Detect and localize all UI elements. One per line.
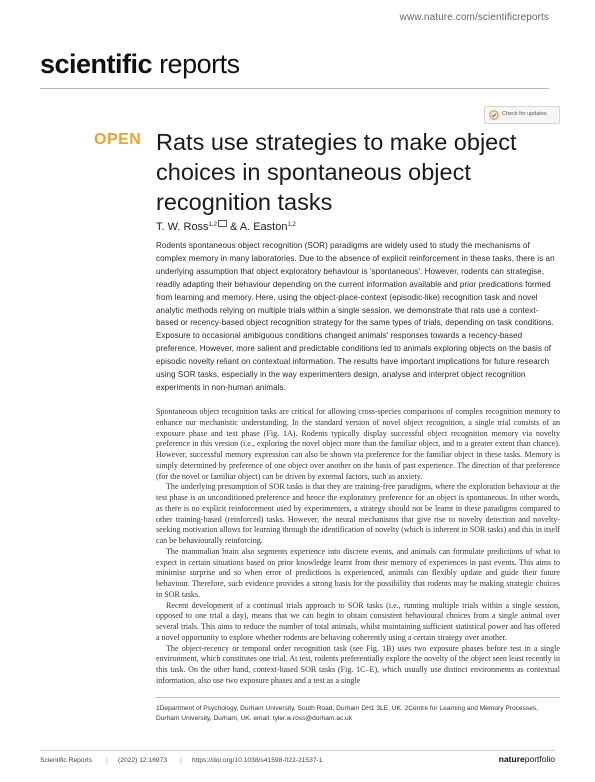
- footer-citation: (2022) 12:16973: [118, 757, 168, 764]
- publisher-logo[interactable]: [499, 754, 555, 764]
- body-paragraph: The object-recency or temporal order recognition task (see Fig. 1B) uses two exposure phases before test in a single environment, which constitutes one trial. At test, rodents preferentially explore the novelty of the object seen least recently in this task. On the other hand, context-based SOR tasks (Fig. 1C–E), which usually use distinct environments as contextual information, also use two exposure phases and a test as a single: [156, 643, 560, 685]
- affiliation-divider: [156, 697, 560, 698]
- body-paragraph: The mammalian brain also segments experience into discrete events, and animals can formulate predictions of what to expect in certain situations based on prior knowledge learnt from their memory of experiences in past events. This aims to minimise surprise and so when error of predictions is experienced, animals can flexibly update and guide their future behaviour. Therefore, such evidence provides a strong basis for the possibility that rodents may be making strategic choices in SOR tasks.: [156, 546, 560, 599]
- open-access-label: OPEN: [94, 131, 142, 148]
- check-updates-label: Check for updates: [502, 111, 547, 117]
- body-paragraph: The underlying presumption of SOR tasks is that they are training-free paradigms, where the exploration behaviour at the test phase is an unconditioned preference and hence the exploratory preference for an object is spontaneous. In other words, as there is no explicit reinforcement used by experimenters, a strategy should not be learnt in these paradigms compared to other training-based (reinforced) tasks. However, the neural mechanisms that give rise to novelty detection and novelty-seeking motivation allows for learning through the identification of novelty (which is inherent in SOR tasks) and this in itself can be behaviourally reinforcing.: [156, 482, 560, 545]
- publisher-logo-light: portfolio: [524, 754, 555, 764]
- check-updates-button[interactable]: [484, 106, 560, 124]
- author-line: [156, 221, 296, 233]
- author-easton[interactable]: & A. Easton: [229, 221, 288, 233]
- footer-journal: Scientific Reports: [40, 757, 93, 764]
- author-easton-affil: 1,2: [287, 222, 296, 228]
- author-ross[interactable]: T. W. Ross: [156, 221, 209, 233]
- publisher-logo-bold: nature: [498, 754, 525, 764]
- abstract: Rodents spontaneous object recognition (SOR) paradigms are widely used to study the mechanisms of complex memory in many laboratories. Due to the absence of explicit reinforcement in these tasks, there is an underlying assumption that object exploratory behaviour is 'spontaneous'. However, rodents can strategise, readily adapting their behaviour depending on the current information available and prior predications formed from learning and memory. Here, using the object-place-context (episodic-like) recognition task and novel analytic methods relying on multiple trials within a single session, we demonstrate that rats use a context-based or recency-based object recognition strategy for the same types of trials, depending on task conditions. Exposure to occasional ambiguous conditions changed animals' responses towards a recency-based preference. However, more salient and predictable conditions led to animals exploring objects on the basis of episodic novelty reliant on contextual information. The results have important implications for future research using SOR tasks, especially in the way experimenters design, analyse and interpret object recognition experiments in non-human animals.: [156, 241, 555, 392]
- journal-logo-light: reports: [159, 49, 240, 79]
- journal-url[interactable]: www.nature.com/scientificreports: [399, 12, 549, 23]
- article-title: Rats use strategies to make object choices in spontaneous object recognition tasks: [156, 129, 517, 215]
- check-updates-icon: [489, 110, 499, 120]
- body-paragraph: Spontaneous object recognition tasks are critical for allowing cross-species comparisons of complex recognition memory to enhance our mechanistic understanding. In the standard version of novel object recognition, a single trial consists of an exposure phase and test phase (Fig. 1A). Rodents typically display successful object recognition memory via novelty preference in this version (i.e., exploring the novel object more than the familiar object, and to a greater extent than chance). However, successful memory expression can also be shown via preference for the familiar object in these tasks. Memory is simply determined by preference of one object over another on the basis of past experience. The direction of that preference (for the novel or familiar object) can be driven by external factors, such as anxiety.: [156, 407, 560, 481]
- footer-separator: |: [106, 757, 108, 764]
- body-paragraph: Recent development of a continual trials approach to SOR tasks (i.e., running multiple trials within a single session, opposed to one trial a day), means that we can begin to obtain consistent behavioural choices from a single animal over several trials. This aims to reduce the number of total animals, whilst maintaining sufficient statistical power and has offered a novel opportunity to explore whether rodents are behaving coherently using a certain strategy over another.: [156, 600, 560, 642]
- footer-separator: |: [180, 757, 182, 764]
- footer-divider: [40, 750, 555, 751]
- affiliations: 1Department of Psychology, Durham University, South Road, Durham DH1 3LE, UK. 2Centre for Learning and Memory Processes, Durham University, Durham, UK. email: tyler.w.ross@durham.ac.uk: [156, 705, 538, 722]
- header-divider: [40, 88, 549, 89]
- footer-doi[interactable]: https://doi.org/10.1038/s41598-022-21537-1: [192, 757, 323, 764]
- journal-logo[interactable]: [40, 48, 240, 80]
- journal-logo-bold: scientific: [40, 49, 153, 79]
- author-ross-affil: 1,2: [208, 222, 217, 228]
- body-text: [156, 407, 560, 687]
- email-icon[interactable]: [218, 220, 227, 227]
